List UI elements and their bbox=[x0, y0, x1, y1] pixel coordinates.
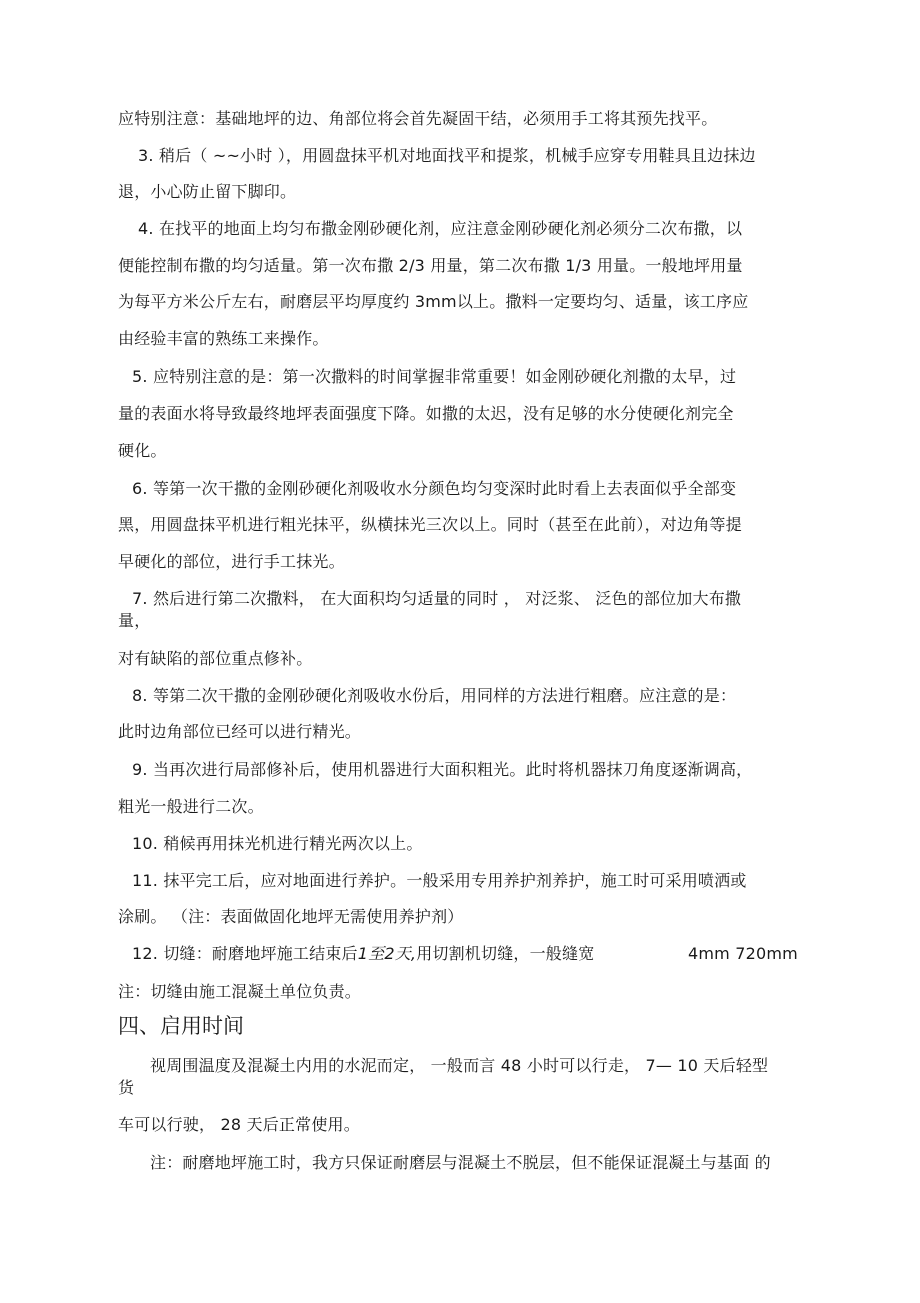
text-line-cut bbox=[132, 943, 594, 965]
text-line: 8. 等第二次干撒的金刚砂硬化剂吸收水份后，用同样的方法进行粗磨。应注意的是： bbox=[132, 686, 737, 705]
text-line: 注：耐磨地坪施工时，我方只保证耐磨层与混凝土不脱层，但不能保证混凝土与基面 的 bbox=[150, 1153, 771, 1172]
text-span-italic: 1至2天, bbox=[357, 944, 417, 963]
text-line: 为每平方米公斤左右，耐磨层平均厚度约 3mm以上。撒料一定要均匀、适量，该工序应 bbox=[118, 292, 749, 311]
text-line: 粗光一般进行二次。 bbox=[118, 797, 264, 816]
text-line: 量的表面水将导致最终地坪表面强度下降。如撒的太迟，没有足够的水分使硬化剂完全 bbox=[118, 404, 734, 423]
text-line: 5. 应特别注意的是：第一次撒料的时间掌握非常重要！如金刚砂硬化剂撒的太早，过 bbox=[132, 367, 737, 386]
text-line-size: 4mm 720mm bbox=[688, 944, 798, 963]
text-line: 量， bbox=[118, 611, 151, 630]
section-heading: 四、启用时间 bbox=[118, 1014, 244, 1038]
text-span: 用切割机切缝，一般缝宽 bbox=[416, 944, 595, 963]
text-line: 此时边角部位已经可以进行精光。 bbox=[118, 722, 362, 741]
text-line: 应特别注意：基础地坪的边、角部位将会首先凝固干结，必须用手工将其预先找平。 bbox=[118, 109, 718, 128]
text-line: 早硬化的部位，进行手工抹光。 bbox=[118, 552, 345, 571]
text-line: 便能控制布撒的均匀适量。第一次布撒 2/3 用量，第二次布撒 1/3 用量。一般地坪用量 bbox=[118, 256, 743, 275]
text-line: 4. 在找平的地面上均匀布撒金刚砂硬化剂，应注意金刚砂硬化剂必须分二次布撒，以 bbox=[138, 219, 743, 238]
text-line: 由经验丰富的熟练工来操作。 bbox=[118, 329, 329, 348]
text-line: 硬化。 bbox=[118, 441, 167, 460]
text-line: 车可以行驶， 28 天后正常使用。 bbox=[118, 1115, 360, 1134]
text-line: 退，小心防止留下脚印。 bbox=[118, 182, 297, 201]
text-span: 12. 切缝：耐磨地坪施工结束后 bbox=[132, 944, 358, 963]
text-line: 黑，用圆盘抹平机进行粗光抹平，纵横抹光三次以上。同时（甚至在此前），对边角等提 bbox=[118, 515, 742, 534]
text-line: 涂刷。 （注：表面做固化地坪无需使用养护剂） bbox=[118, 907, 464, 926]
text-line: 6. 等第一次干撒的金刚砂硬化剂吸收水分颜色均匀变深时此时看上去表面似乎全部变 bbox=[132, 479, 737, 498]
text-line: 对有缺陷的部位重点修补。 bbox=[118, 649, 313, 668]
text-line: 注：切缝由施工混凝土单位负责。 bbox=[118, 982, 362, 1001]
text-line: 7. 然后进行第二次撒料， 在大面积均匀适量的同时 ， 对泛浆、 泛色的部位加大布撒 bbox=[132, 589, 742, 608]
text-line: 货 bbox=[118, 1078, 135, 1097]
text-line: 9. 当再次进行局部修补后，使用机器进行大面积粗光。此时将机器抹刀角度逐渐调高， bbox=[132, 760, 753, 779]
text-line: 10. 稍候再用抹光机进行精光两次以上。 bbox=[132, 834, 423, 853]
text-line: 3. 稍后（ ~~小时 ），用圆盘抹平机对地面找平和提浆，机械手应穿专用鞋具且边抹边 bbox=[138, 146, 756, 165]
text-line: 视周围温度及混凝土内用的水泥而定， 一般而言 48 小时可以行走， 7— 10 天后轻型 bbox=[150, 1056, 769, 1075]
text-line: 11. 抹平完工后，应对地面进行养护。一般采用专用养护剂养护，施工时可采用喷洒或 bbox=[132, 871, 747, 890]
